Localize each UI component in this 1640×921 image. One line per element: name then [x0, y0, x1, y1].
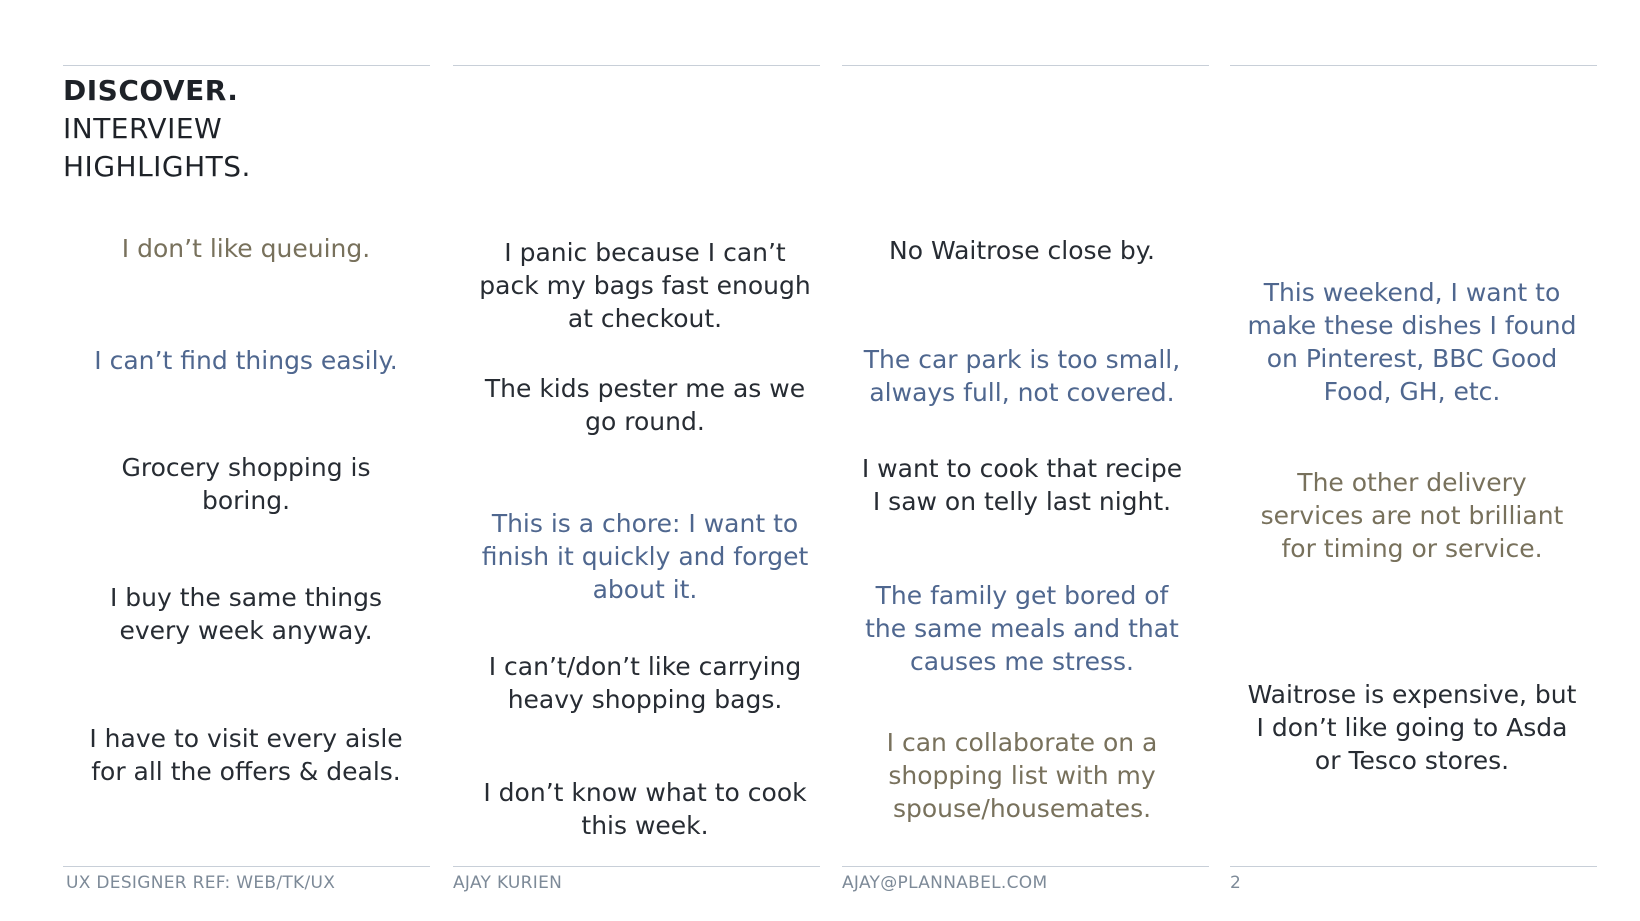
top-rule-col3: [842, 65, 1209, 66]
quote-line: The car park is too small,: [863, 345, 1181, 374]
quote-line: No Waitrose close by.: [889, 236, 1155, 265]
bottom-rule-col1: [63, 866, 430, 867]
quote-line: about it.: [592, 575, 698, 604]
quote-line: The family get bored of: [875, 581, 1169, 610]
quote-card: [445, 236, 845, 335]
page-title: [63, 72, 251, 186]
quote-card: [1212, 678, 1612, 777]
quote-card: [822, 234, 1222, 267]
quote-line: make these dishes I found: [1247, 311, 1577, 340]
quote-line: go round.: [585, 407, 705, 436]
quote-line: services are not brilliant: [1260, 501, 1564, 530]
quote-line: I don’t like queuing.: [121, 234, 371, 263]
quote-card: [46, 451, 446, 517]
quote-line: Food, GH, etc.: [1323, 377, 1501, 406]
quote-card: [46, 232, 446, 265]
quote-card: [445, 776, 845, 842]
bottom-rule-col4: [1230, 866, 1597, 867]
quote-line: This is a chore: I want to: [491, 509, 799, 538]
quote-line: this week.: [581, 811, 709, 840]
quote-line: Waitrose is expensive, but: [1247, 680, 1577, 709]
quote-card: [822, 579, 1222, 678]
quote-line: I saw on telly last night.: [872, 487, 1172, 516]
quote-line: The other delivery: [1297, 468, 1527, 497]
quote-line: boring.: [201, 486, 291, 515]
quote-card: [445, 372, 845, 438]
quote-line: I can’t find things easily.: [94, 346, 398, 375]
quote-line: finish it quickly and forget: [481, 542, 809, 571]
quote-line: the same meals and that: [865, 614, 1179, 643]
title-line-3: HIGHLIGHTS.: [63, 150, 251, 183]
quote-line: or Tesco stores.: [1314, 746, 1510, 775]
quote-line: I can’t/don’t like carrying: [488, 652, 802, 681]
quote-line: I want to cook that recipe: [861, 454, 1183, 483]
quote-line: for all the offers & deals.: [91, 757, 401, 786]
bottom-rule-col2: [453, 866, 820, 867]
quote-line: This weekend, I want to: [1263, 278, 1561, 307]
quote-line: I don’t like going to Asda: [1256, 713, 1568, 742]
quote-card: [46, 722, 446, 788]
quote-card: [822, 343, 1222, 409]
top-rule-col4: [1230, 65, 1597, 66]
quote-line: Grocery shopping is: [121, 453, 371, 482]
title-line-2: INTERVIEW: [63, 112, 223, 145]
quote-line: causes me stress.: [910, 647, 1134, 676]
quote-line: every week anyway.: [119, 616, 373, 645]
footer-author: AJAY KURIEN: [453, 873, 563, 893]
quote-line: heavy shopping bags.: [507, 685, 783, 714]
quote-line: always full, not covered.: [869, 378, 1175, 407]
quote-line: spouse/housemates.: [892, 794, 1152, 823]
quote-card: [46, 344, 446, 377]
footer-page-number: 2: [1230, 873, 1242, 893]
quote-card: [46, 581, 446, 647]
quote-line: I panic because I can’t: [504, 238, 786, 267]
quote-line: shopping list with my: [888, 761, 1156, 790]
quote-line: I don’t know what to cook: [483, 778, 807, 807]
quote-line: for timing or service.: [1281, 534, 1543, 563]
quote-card: [822, 726, 1222, 825]
footer-email: AJAY@PLANNABEL.COM: [842, 873, 1048, 893]
footer-ref: UX DESIGNER REF: WEB/TK/UX: [66, 873, 336, 893]
top-rule-col2: [453, 65, 820, 66]
quote-line: pack my bags fast enough: [479, 271, 811, 300]
quote-line: I can collaborate on a: [886, 728, 1158, 757]
quote-line: The kids pester me as we: [484, 374, 806, 403]
bottom-rule-col3: [842, 866, 1209, 867]
quote-card: [822, 452, 1222, 518]
quote-line: I have to visit every aisle: [89, 724, 403, 753]
quote-card: [1212, 466, 1612, 565]
title-line-1: DISCOVER.: [63, 74, 239, 107]
top-rule-col1: [63, 65, 430, 66]
quote-line: at checkout.: [567, 304, 723, 333]
quote-card: [1212, 276, 1612, 408]
quote-line: I buy the same things: [109, 583, 383, 612]
quote-card: [445, 507, 845, 606]
quote-card: [445, 650, 845, 716]
quote-line: on Pinterest, BBC Good: [1266, 344, 1558, 373]
